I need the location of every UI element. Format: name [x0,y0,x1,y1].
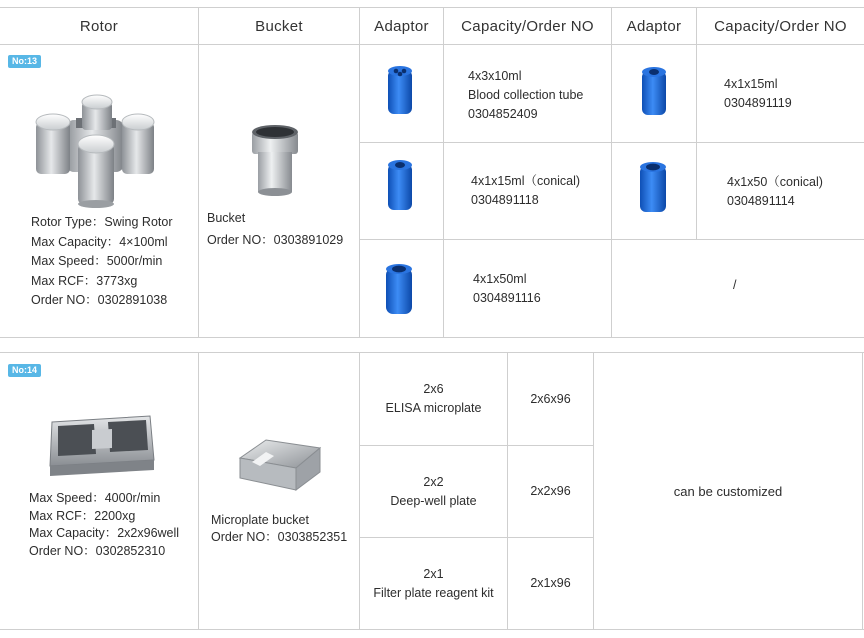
header-capacity-1: Capacity/Order NO [461,17,594,35]
microplate-bucket-order-no: Order NO：0303852351 [211,530,348,544]
header-adaptor-1: Adaptor [374,17,429,35]
bucket-order-no: Order NO：0303891029 [207,233,344,247]
rotor-type: Rotor Type：Swing Rotor [31,215,173,229]
adaptor-50-conical-image [638,161,668,215]
header-capacity-2: Capacity/Order NO [714,17,847,35]
adaptor-50ml-image [384,263,414,317]
empty-cell: / [733,278,737,292]
adaptor-capacity-1: 4x3x10ml Blood collection tube 0304852409 [468,69,584,121]
plate-max-capacity: Max Capacity：2x2x96well [29,526,180,540]
rotor-order-no: Order NO：0302891038 [31,293,168,307]
microplate-bucket-image [236,432,324,498]
header-adaptor-2: Adaptor [626,17,682,35]
model-badge: No:13 [8,55,41,68]
max-rcf: Max RCF：3773xg [31,274,138,288]
adaptor-15ml-conical-image [386,159,414,213]
custom-note: can be customized [673,483,783,499]
swing-rotor-image [30,92,160,210]
header-bucket: Bucket [255,17,303,35]
microplate-bucket-label: Microplate bucket [211,513,309,527]
plate-capacity-elisa: 2x6x96 [530,391,571,406]
header-rotor: Rotor [79,17,119,35]
bucket-image [250,124,300,198]
max-speed: Max Speed：5000r/min [31,254,163,268]
plate-rotor-order-no: Order NO：0302852310 [29,544,166,558]
adaptor-capacity-3: 4x1x15ml（conical) 0304891118 [471,174,581,207]
adaptor-3-hole-image [386,64,414,118]
plate-capacity-filter: 2x1x96 [530,576,571,590]
plate-type-elisa: 2x6 ELISA microplate [385,382,482,415]
plate-capacity-deepwell: 2x2x96 [530,484,571,498]
bucket-label: Bucket [207,211,246,225]
max-capacity: Max Capacity：4×100ml [31,235,168,249]
adaptor-15ml-image [640,66,668,118]
adaptor-capacity-4: 4x1x50（conical) 0304891114 [727,175,823,208]
model-badge-2: No:14 [8,364,41,377]
plate-max-speed: Max Speed：4000r/min [29,491,161,505]
plate-max-rcf: Max RCF：2200xg [29,509,136,523]
adaptor-capacity-5: 4x1x50ml 0304891116 [473,272,541,305]
adaptor-capacity-2: 4x1x15ml 0304891119 [724,77,792,110]
plate-type-filter: 2x1 Filter plate reagent kit [373,566,494,600]
plate-type-deepwell: 2x2 Deep-well plate [390,474,477,508]
microplate-rotor-image [44,410,158,482]
